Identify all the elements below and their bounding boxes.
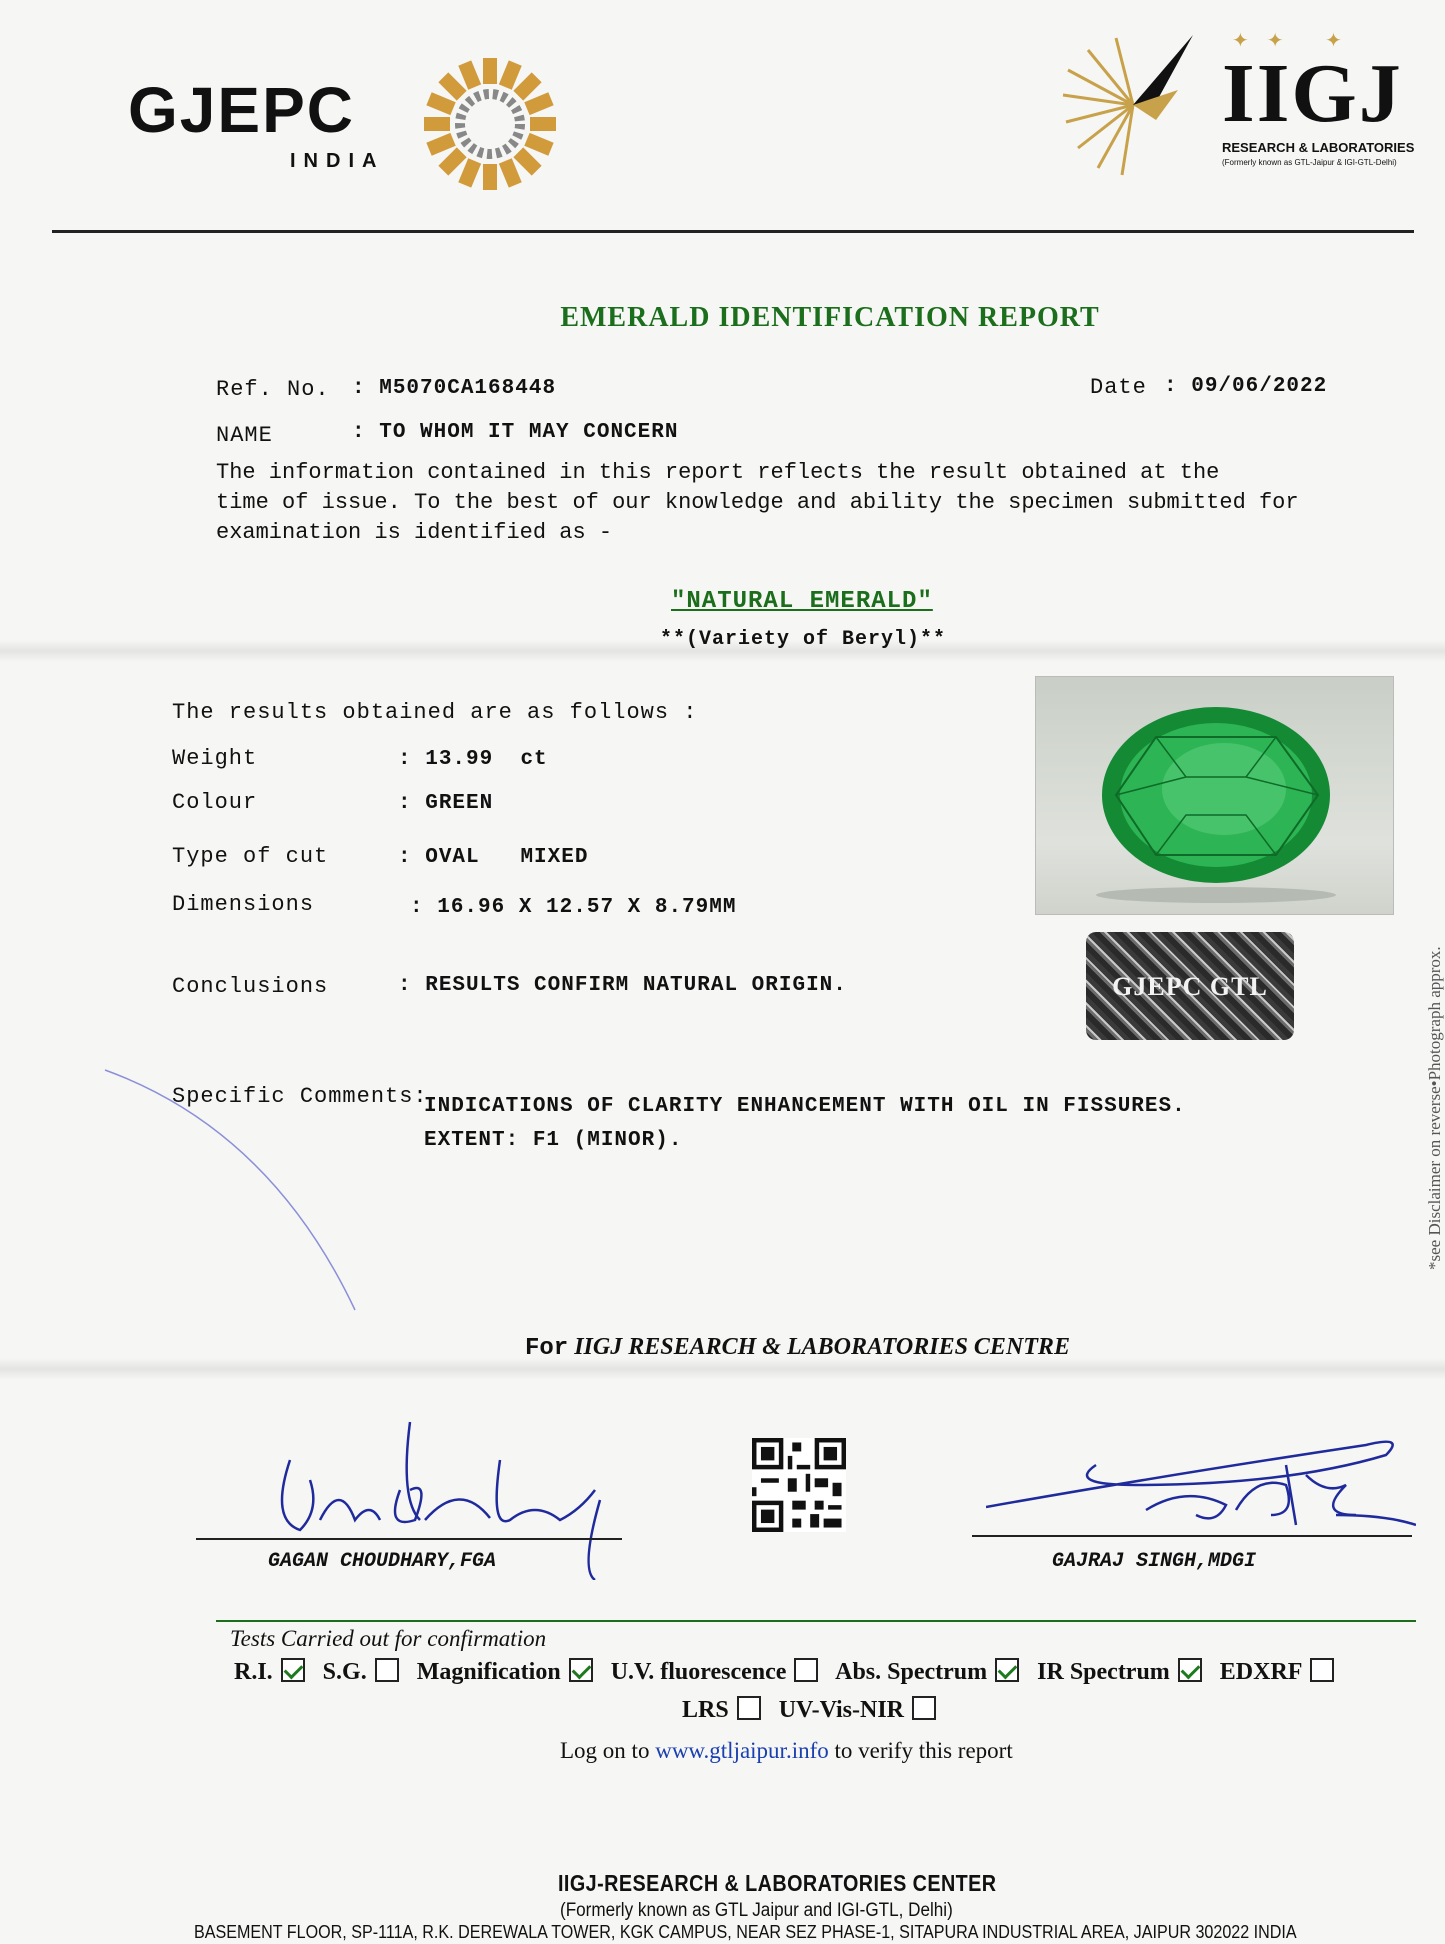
comments-label: Specific Comments: (172, 1084, 428, 1109)
cut-label: Type of cut (172, 844, 329, 869)
test-checkbox[interactable] (281, 1658, 305, 1682)
tests-heading: Tests Carried out for confirmation (230, 1626, 547, 1651)
iigj-subtitle: RESEARCH & LABORATORIES (1222, 140, 1415, 155)
verify-suffix: to verify this report (834, 1738, 1013, 1763)
test-ri (234, 1659, 311, 1685)
date-label: Date (1090, 375, 1147, 400)
results-intro: The results obtained are as follows : (172, 700, 698, 725)
test-edxrf (1220, 1659, 1341, 1685)
conclusions-label: Conclusions (172, 974, 329, 999)
gjepc-logo (128, 74, 385, 173)
iigj-stars-icon: ✦✦ ✦ (1232, 30, 1360, 52)
colour-label: Colour (172, 790, 258, 815)
disclaimer-note: *see Disclaimer on reverse•Photograph approx. (1425, 946, 1444, 1270)
iigj-starburst-icon (1058, 30, 1208, 180)
signature-right (986, 1415, 1416, 1545)
test-checkbox[interactable] (794, 1658, 818, 1682)
tests-row-2 (682, 1696, 948, 1724)
test-label: Magnification (416, 1659, 561, 1685)
cut-shape: OVAL (425, 846, 480, 869)
test-label: IR Spectrum (1037, 1659, 1170, 1685)
comments-line: INDICATIONS OF CLARITY ENHANCEMENT WITH OIL IN FISSURES. (424, 1095, 1186, 1118)
weight-row: : 13.99 ct (398, 748, 548, 771)
test-abs-spectrum (835, 1659, 1025, 1685)
signatory-left-name: GAGAN CHOUDHARY,FGA (268, 1550, 497, 1573)
signature-line-right (972, 1535, 1412, 1537)
date-colon: : 09/06/2022 (1164, 375, 1328, 398)
conclusions-value: RESULTS CONFIRM NATURAL ORIGIN. (425, 974, 847, 997)
verify-line (560, 1738, 1013, 1764)
hologram-seal (1086, 932, 1294, 1040)
pen-mark (100, 1060, 380, 1320)
dimensions-label: Dimensions (172, 892, 315, 917)
colour-row: : GREEN (398, 792, 494, 815)
test-checkbox[interactable] (737, 1696, 761, 1720)
cut-row: : OVAL MIXED (398, 846, 589, 869)
test-checkbox[interactable] (912, 1696, 936, 1720)
test-checkbox[interactable] (569, 1658, 593, 1682)
test-uv-fluorescence (611, 1659, 825, 1685)
gjepc-logo-subtext: INDIA (290, 150, 385, 172)
ref-colon: : M5070CA168448 (352, 377, 557, 400)
hologram-text: GJEPC GTL (1112, 972, 1268, 1001)
qr-code[interactable] (752, 1438, 846, 1532)
intro-paragraph (216, 458, 1299, 548)
footer-org: IIGJ-RESEARCH & LABORATORIES CENTER (558, 1870, 997, 1896)
identification-result: "NATURAL EMERALD" (671, 588, 933, 615)
name-colon: : TO WHOM IT MAY CONCERN (352, 421, 679, 444)
test-label: UV-Vis-NIR (778, 1697, 905, 1723)
report-title: EMERALD IDENTIFICATION REPORT (560, 302, 1100, 333)
gjepc-emblem-icon (420, 54, 560, 194)
signatory-heading-prefix: For (525, 1335, 569, 1362)
test-checkbox[interactable] (1310, 1658, 1334, 1682)
test-checkbox[interactable] (375, 1658, 399, 1682)
test-label: U.V. fluorescence (610, 1659, 787, 1685)
verify-link[interactable]: www.gtljaipur.info (655, 1738, 829, 1763)
signatory-heading-org: IIGJ RESEARCH & LABORATORIES CENTRE (574, 1334, 1070, 1360)
colour-value: GREEN (425, 792, 494, 815)
name-label: NAME (216, 423, 273, 448)
footer-former-name: (Formerly known as GTL Jaipur and IGI-GTL, Delhi) (560, 1900, 953, 1921)
signature-line-left (196, 1538, 622, 1540)
test-sg (323, 1659, 405, 1685)
test-label: LRS (682, 1697, 729, 1723)
ref-number: M5070CA168448 (379, 377, 557, 400)
variety-note: **(Variety of Beryl)** (660, 628, 947, 651)
date-value: 09/06/2022 (1191, 375, 1328, 398)
intro-line: examination is identified as - (216, 520, 613, 545)
comments-text (424, 1090, 1186, 1158)
test-checkbox[interactable] (995, 1658, 1019, 1682)
gemstone-photo (1035, 676, 1394, 915)
dimensions-value: 16.96 X 12.57 X 8.79MM (437, 896, 737, 919)
test-magnification (417, 1659, 599, 1685)
conclusions-row: : RESULTS CONFIRM NATURAL ORIGIN. (398, 974, 847, 997)
test-uv-vis-nir (779, 1697, 942, 1723)
test-label: EDXRF (1219, 1659, 1303, 1685)
weight-label: Weight (172, 746, 258, 771)
intro-line: time of issue. To the best of our knowledge and ability the specimen submitted for (216, 490, 1299, 515)
dimensions-row: : 16.96 X 12.57 X 8.79MM (410, 896, 737, 919)
test-lrs (682, 1697, 767, 1723)
signatory-heading (525, 1334, 1070, 1362)
test-label: R.I. (234, 1659, 273, 1685)
test-label: S.G. (322, 1659, 367, 1685)
iigj-former-name: (Formerly known as GTL-Jaipur & IGI-GTL-Delhi) (1222, 158, 1397, 167)
intro-line: The information contained in this report reflects the result obtained at the (216, 460, 1220, 485)
emerald-icon (1036, 677, 1393, 914)
comments-line: EXTENT: F1 (MINOR). (424, 1129, 683, 1152)
weight-unit: ct (520, 748, 548, 771)
test-ir-spectrum (1037, 1659, 1208, 1685)
test-label: Abs. Spectrum (835, 1659, 988, 1685)
weight-value: 13.99 (425, 748, 494, 771)
verify-prefix: Log on to (560, 1738, 650, 1763)
cut-style: MIXED (520, 846, 589, 869)
gjepc-logo-text: GJEPC (128, 74, 355, 146)
tests-rule (216, 1620, 1416, 1622)
name-value: TO WHOM IT MAY CONCERN (379, 421, 679, 444)
tests-row-1 (234, 1658, 1346, 1686)
test-checkbox[interactable] (1178, 1658, 1202, 1682)
header-rule (52, 230, 1414, 233)
ref-label: Ref. No. (216, 377, 330, 402)
footer-address: BASEMENT FLOOR, SP-111A, R.K. DEREWALA TOWER, KGK CAMPUS, NEAR SEZ PHASE-1, SITAPURA INDUSTRIAL AREA, JAIPUR 302022 INDIA (194, 1922, 1297, 1942)
qr-code-icon (752, 1438, 846, 1532)
signatory-right-name: GAJRAJ SINGH,MDGI (1052, 1550, 1257, 1573)
iigj-logo-text: IIGJ (1222, 47, 1403, 140)
